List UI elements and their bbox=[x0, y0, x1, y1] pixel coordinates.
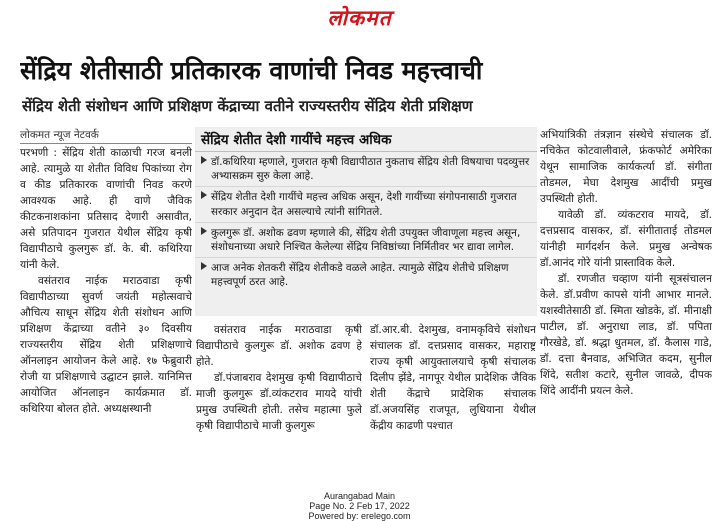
article-column-4 bbox=[540, 127, 712, 492]
paragraph: परभणी : सेंद्रिय शेती काळाची गरज बनली आहे. त्यामुळे या शेतीत विविध पिकांच्या रोग व कीड प्रतिकारक वाणांची निवड करणे आवश्यक आहे. ही वाणे जैविक कीटकनाशकांना प्रतिसाद देणारी असावीत, असे प्रतिपादन गुजरात येथील सेंद्रिय कृषी विद्यापीठाचे कुलगुरू डॉ. के. बी. कथिरिया यांनी केले. bbox=[20, 147, 192, 271]
highlight-box-title: सेंद्रिय शेतीत देशी गायींचे महत्त्व अधिक bbox=[195, 127, 537, 152]
bullet-item bbox=[195, 152, 537, 187]
paragraph: डॉ.पंजाबराव देशमुख कृषी विद्यापीठाचे माजी कुलगुरू डॉ.व्यंकटराव मायदे यांची प्रमुख उपस्थिती होती. तसेच महात्मा फुले कृषी विद्यापीठाचे माजी कुलगुरू bbox=[196, 372, 362, 432]
triangle-bullet-icon bbox=[201, 262, 207, 270]
byline: लोकमत न्यूज नेटवर्क bbox=[20, 127, 192, 144]
paragraph: वसंतराव नाईक मराठवाडा कृषी विद्यापीठाच्या सुवर्ण जयंती महोत्सवाचे औचित्य साधून सेंद्रिय शेती संशोधन आणि प्रशिक्षण केंद्राच्या वतीने ३० दिवसीय राज्यस्तरीय सेंद्रिय शेती प्रशिक्षणाचे ऑनलाइन आयोजन केले आहे. १७ फेब्रुवारी रोजी या प्रशिक्षणाचे उद्घाटन झाले. यानिमित्त आयोजित ऑनलाइन कार्यक्रमात डॉ. कथिरिया बोलत होते. अध्यक्षस्थानी bbox=[20, 275, 192, 415]
page-footer bbox=[0, 491, 719, 521]
paragraph: डॉ.आर.बी. देशमुख, वनामकृविचे संशोधन संचालक डॉ. दत्तप्रसाद वासकर, महाराष्ट्र राज्य कृषी आयुक्तालयाचे कृषी संचालक दिलीप झेंडे, नागपूर येथील प्रादेशिक जैविक शेती केंद्राचे प्रादेशिक संचालक डॉ.अजयसिंह राजपूत, लुधियाना येथील केंद्रीय काढणी पश्चात bbox=[370, 324, 536, 432]
article-subheadline: सेंद्रिय शेती संशोधन आणि प्रशिक्षण केंद्राच्या वतीने राज्यस्तरीय सेंद्रिय शेती प्रशिक्षण bbox=[22, 97, 473, 115]
bullet-text: डॉ.कथिरिया म्हणाले, गुजरात कृषी विद्यापीठात नुकताच सेंद्रिय शेती विषयाचा पदव्युत्तर अभ्यासक्रम सुरु केला आहे. bbox=[211, 156, 530, 183]
bullet-text: आज अनेक शेतकरी सेंद्रिय शेतीकडे वळले आहेत. त्यामुळे सेंद्रिय शेतीचे प्रशिक्षण महत्त्वपूर्ण ठरत आहे. bbox=[211, 262, 509, 289]
article-headline: सेंद्रिय शेतीसाठी प्रतिकारक वाणांची निवड महत्त्वाची bbox=[20, 56, 483, 85]
highlight-box bbox=[195, 127, 537, 316]
footer-edition: Aurangabad Main bbox=[323, 491, 396, 501]
bullet-text: कुलगुरू डॉ. अशोक ढवण म्हणाले की, सेंद्रिय शेती उपयुक्त जीवाणूला महत्त्व असून, संशोधनाच्या अधारे निश्चित केलेल्या सेंद्रिय निविष्ठांच्या निर्मितीवर भर द्यावा लागेल. bbox=[211, 226, 521, 254]
footer-page-date: Page No. 2 Feb 17, 2022 bbox=[309, 501, 410, 511]
article-column-2 bbox=[196, 322, 362, 494]
triangle-bullet-icon bbox=[201, 191, 207, 199]
paragraph: डॉ. रणजीत चव्हाण यांनी सूत्रसंचालन केले. डॉ.प्रवीण कापसे यांनी आभार मानले. यशस्वीतेसाठी डॉ. स्मिता खोडके, डॉ. मीनाक्षी पाटील, डॉ. अनुराधा लाड, डॉ. पपिता गौरखेडे, डॉ. श्रद्धा धुतमल, डॉ. कैलास गाडे, डॉ. दत्ता बैनवाड, अभिजित कदम, सुनील शिंदे, सतीश कटारे, सुनील जावळे, दीपक शिंदे आदींनी प्रयत्न केले. bbox=[540, 273, 712, 397]
paragraph: वसंतराव नाईक मराठवाडा कृषी विद्यापीठाचे कुलगुरू डॉ. अशोक ढवण हे होते. bbox=[196, 324, 362, 368]
bullet-item bbox=[195, 187, 537, 222]
footer-powered-by: Powered by: erelego.com bbox=[308, 511, 411, 521]
bullet-text: सेंद्रिय शेतीत देशी गायींचे महत्त्व अधिक असून, देशी गायींच्या संगोपनासाठी गुजरात सरकार अनुदान देत असल्याचे त्यांनी सांगितले. bbox=[211, 191, 517, 218]
triangle-bullet-icon bbox=[201, 156, 207, 164]
masthead-logo: लोकमत bbox=[327, 5, 392, 30]
bullet-item bbox=[195, 223, 537, 258]
article-column-1 bbox=[20, 127, 192, 492]
paragraph: अभियांत्रिकी तंत्रज्ञान संस्थेचे संचालक डॉ. नचिकेत कोटवालीवाले, फ्रंकफोर्ट अमेरिका येथून सामाजिक कार्यकर्त्या डॉ. संगीता तोडमल, मेघा देशमुख आदींची प्रमुख उपस्थिती होती. bbox=[540, 129, 712, 205]
paragraph: यावेळी डॉ. व्यंकटराव मायदे, डॉ. दत्तप्रसाद वासकर, डॉ. संगीताताई तोडमल यांनीही मार्गदर्शन केले. प्रमुख अन्वेषक डॉ.आनंद गोरे यांनी प्रास्ताविक केले. bbox=[540, 209, 712, 269]
triangle-bullet-icon bbox=[201, 227, 207, 235]
article-column-3 bbox=[370, 322, 536, 494]
bullet-item bbox=[195, 258, 537, 292]
